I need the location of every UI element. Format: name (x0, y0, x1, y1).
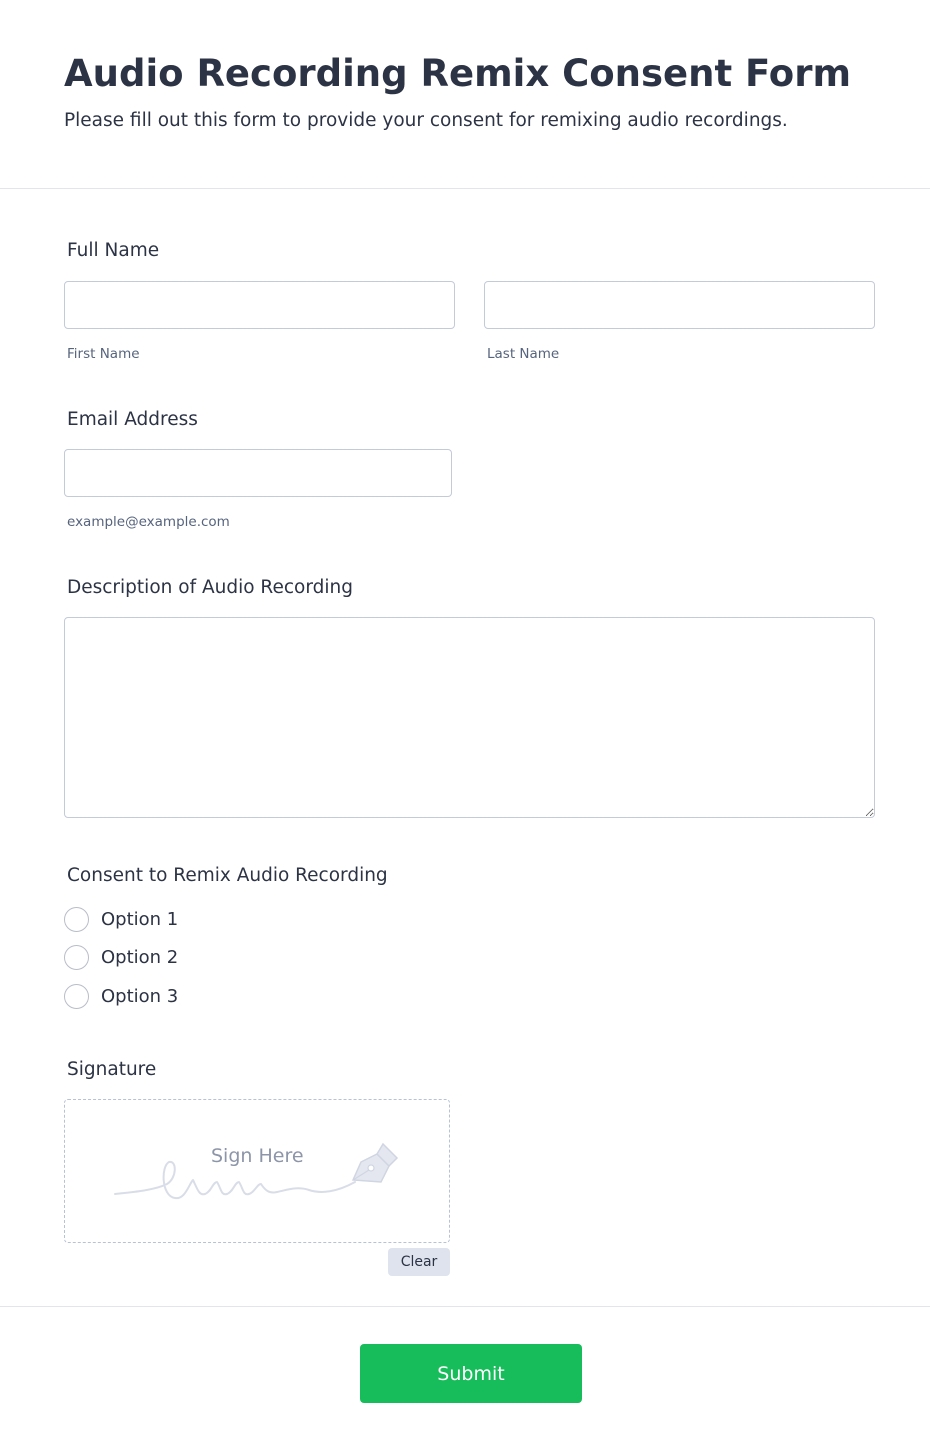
pen-nib-icon (65, 1100, 451, 1244)
description-label: Description of Audio Recording (67, 577, 353, 598)
signature-label: Signature (67, 1059, 157, 1080)
consent-option-3[interactable] (64, 983, 178, 1009)
submit-button[interactable]: Submit (360, 1344, 582, 1403)
email-label: Email Address (67, 409, 198, 430)
form-title: Audio Recording Remix Consent Form (64, 52, 852, 95)
signature-placeholder: Sign Here (211, 1145, 304, 1167)
radio-label: Option 1 (101, 908, 179, 930)
form-header (0, 0, 930, 189)
email-input[interactable] (64, 449, 452, 497)
clear-signature-button[interactable]: Clear (388, 1248, 450, 1276)
radio-label: Option 3 (101, 985, 179, 1007)
form-subtitle: Please fill out this form to provide your consent for remixing audio recordings. (64, 110, 788, 131)
last-name-sublabel: Last Name (487, 346, 560, 362)
signature-pad[interactable] (64, 1099, 450, 1243)
full-name-label: Full Name (67, 240, 160, 261)
consent-label: Consent to Remix Audio Recording (67, 865, 388, 886)
first-name-input[interactable] (64, 281, 455, 329)
consent-option-2[interactable] (64, 944, 178, 970)
consent-option-1[interactable] (64, 906, 178, 932)
last-name-input[interactable] (484, 281, 875, 329)
footer-divider (0, 1306, 930, 1307)
first-name-sublabel: First Name (67, 346, 140, 362)
description-textarea[interactable] (64, 617, 875, 818)
radio-button[interactable] (64, 984, 89, 1009)
radio-label: Option 2 (101, 946, 179, 968)
email-sublabel: example@example.com (67, 514, 230, 530)
radio-button[interactable] (64, 945, 89, 970)
radio-button[interactable] (64, 907, 89, 932)
